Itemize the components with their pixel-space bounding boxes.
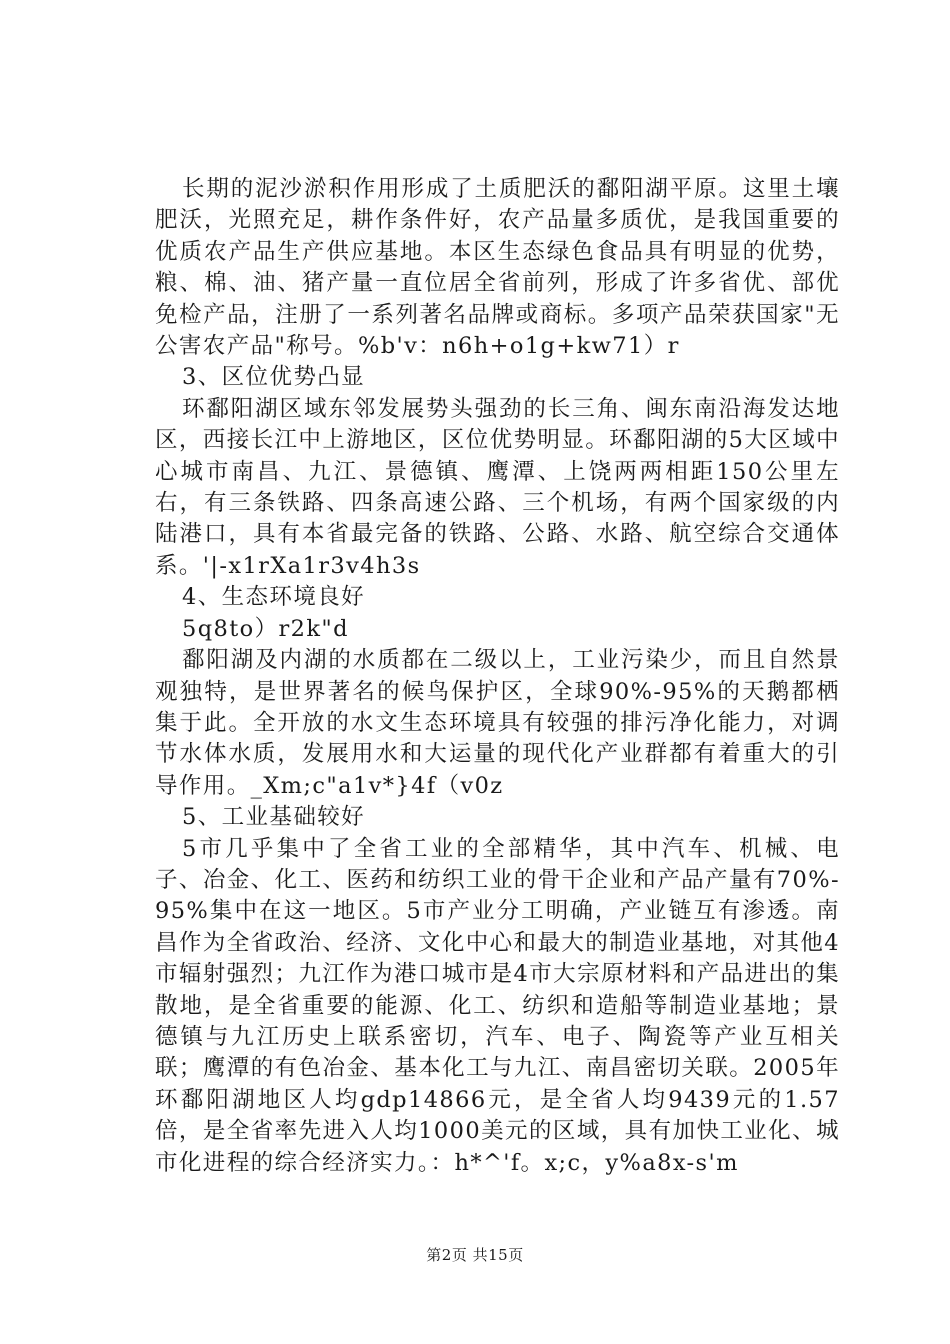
section-heading-ecology: 4、生态环境良好 (182, 584, 366, 611)
paragraph-ecology: 鄱阳湖及内湖的水质都在二级以上，工业污染少，而且自然景观独特，是世界著名的候鸟保护区，全球90%-95%的天鹅都栖集于此。全开放的水文生态环境具有较强的排污净化能力，对调节水体水质，发展用水和大运量的现代化产业群都有着重大的引导作用。_Xm;c"a1v*}4f（v0z (155, 647, 840, 799)
paragraph-industry: 5市几乎集中了全省工业的全部精华，其中汽车、机械、电子、冶金、化工、医药和纺织工业的骨干企业和产品产量有70%-95%集中在这一地区。5市产业分工明确，产业链互有渗透。南昌作为全省政治、经济、文化中心和最大的制造业基地，对其他4市辐射强烈；九江作为港口城市是4市大宗原材料和产品进出的集散地，是全省重要的能源、化工、纺织和造船等制造业基地；景德镇与九江历史上联系密切，汽车、电子、陶瓷等产业互相关联；鹰潭的有色冶金、基本化工与九江、南昌密切关联。2005年环鄱阳湖地区人均gdp14866元，是全省人均9439元的1.57倍，是全省率先进入人均1000美元的区域，具有加快工业化、城市化进程的综合经济实力。：h*^'f。x;c，y%a8x-s'm (155, 835, 840, 1176)
page-number-footer: 第2页 共15页 (426, 1246, 524, 1264)
paragraph-location: 环鄱阳湖区域东邻发展势头强劲的长三角、闽东南沿海发达地区，西接长江中上游地区，区位优势明显。环鄱阳湖的5大区域中心城市南昌、九江、景德镇、鹰潭、上饶两两相距150公里左右，有三条铁路、四条高速公路、三个机场，有两个国家级的内陆港口，具有本省最完备的铁路、公路、水路、航空综合交通体系。'|-x1rXa1r3v4h3s (155, 395, 840, 579)
paragraph-soil: 长期的泥沙淤积作用形成了土质肥沃的鄱阳湖平原。这里土壤肥沃，光照充足，耕作条件好，农产品量多质优，是我国重要的优质农产品生产供应基地。本区生态绿色食品具有明显的优势，粮、棉、油、猪产量一直位居全省前列，形成了许多省优、部优免检产品，注册了一系列著名品牌或商标。多项产品荣获国家"无公害农产品"称号。%b'v：n6h+o1g+kw71）r (155, 176, 840, 360)
section-heading-industry: 5、工业基础较好 (182, 804, 366, 831)
document-body (155, 174, 840, 1179)
section-heading-location: 3、区位优势凸显 (182, 364, 366, 391)
noise-text-line: 5q8to）r2k"d (182, 615, 349, 642)
